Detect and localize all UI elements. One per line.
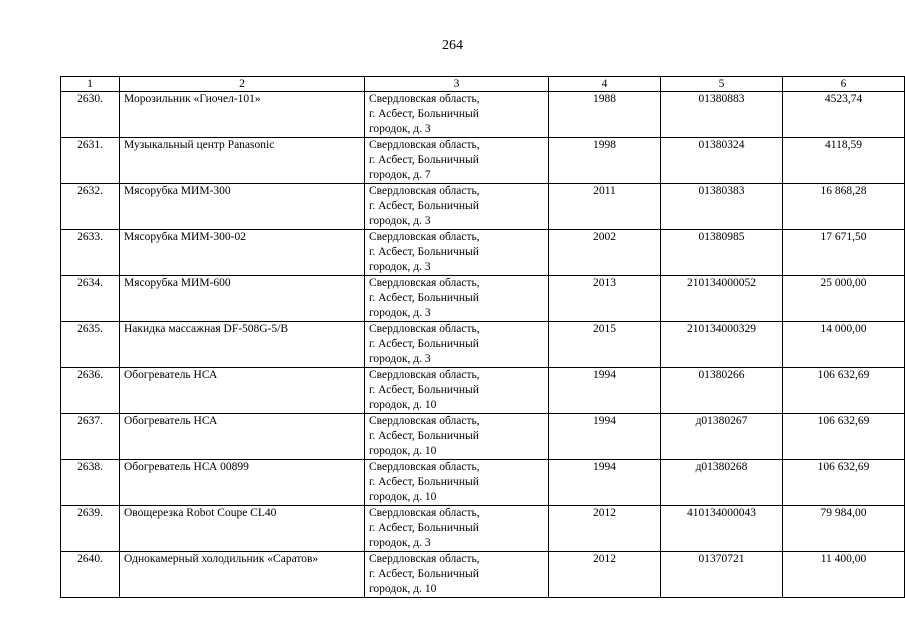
year-cell: 2012 <box>549 552 661 598</box>
address-cell <box>365 414 549 460</box>
cost-cell: 17 671,50 <box>783 230 905 276</box>
address-line: г. Асбест, Больничный <box>369 476 479 488</box>
year-cell: 1988 <box>549 92 661 138</box>
inventory-number-cell: д01380268 <box>661 460 783 506</box>
table-row <box>61 92 905 138</box>
address-cell <box>365 276 549 322</box>
table-row <box>61 506 905 552</box>
address-line: Свердловская область, <box>369 323 480 335</box>
table-row <box>61 184 905 230</box>
inventory-number-cell: 210134000052 <box>661 276 783 322</box>
row-number-cell: 2637. <box>61 414 120 460</box>
cost-cell: 79 984,00 <box>783 506 905 552</box>
address-line: городок, д. 3 <box>369 261 431 273</box>
item-name-cell: Музыкальный центр Panasonic <box>120 138 365 184</box>
year-cell: 1994 <box>549 414 661 460</box>
address-line: Свердловская область, <box>369 415 480 427</box>
table-header-row <box>61 77 905 92</box>
table-row <box>61 460 905 506</box>
item-name-cell: Обогреватель НСА <box>120 414 365 460</box>
column-header-2: 2 <box>120 77 365 92</box>
year-cell: 2012 <box>549 506 661 552</box>
address-cell <box>365 460 549 506</box>
column-header-1: 1 <box>61 77 120 92</box>
address-line: Свердловская область, <box>369 185 480 197</box>
address-line: городок, д. 3 <box>369 123 431 135</box>
row-number-cell: 2640. <box>61 552 120 598</box>
address-line: Свердловская область, <box>369 277 480 289</box>
cost-cell: 25 000,00 <box>783 276 905 322</box>
item-name-cell: Мясорубка МИМ-300-02 <box>120 230 365 276</box>
cost-cell: 106 632,69 <box>783 368 905 414</box>
table-row <box>61 276 905 322</box>
address-line: г. Асбест, Больничный <box>369 384 479 396</box>
address-line: городок, д. 10 <box>369 399 437 411</box>
table-row <box>61 230 905 276</box>
address-line: Свердловская область, <box>369 507 480 519</box>
table-row <box>61 414 905 460</box>
column-header-4: 4 <box>549 77 661 92</box>
row-number-cell: 2638. <box>61 460 120 506</box>
year-cell: 1998 <box>549 138 661 184</box>
address-line: г. Асбест, Больничный <box>369 568 479 580</box>
address-cell <box>365 506 549 552</box>
row-number-cell: 2635. <box>61 322 120 368</box>
address-line: городок, д. 7 <box>369 169 431 181</box>
cost-cell: 11 400,00 <box>783 552 905 598</box>
year-cell: 2002 <box>549 230 661 276</box>
table-row <box>61 552 905 598</box>
year-cell: 1994 <box>549 460 661 506</box>
cost-cell: 106 632,69 <box>783 414 905 460</box>
item-name-cell: Однокамерный холодильник «Саратов» <box>120 552 365 598</box>
year-cell: 1994 <box>549 368 661 414</box>
table-row <box>61 322 905 368</box>
address-line: городок, д. 10 <box>369 491 437 503</box>
address-cell <box>365 368 549 414</box>
address-line: Свердловская область, <box>369 369 480 381</box>
inventory-number-cell: 210134000329 <box>661 322 783 368</box>
cost-cell: 106 632,69 <box>783 460 905 506</box>
address-line: городок, д. 3 <box>369 353 431 365</box>
cost-cell: 16 868,28 <box>783 184 905 230</box>
address-line: Свердловская область, <box>369 553 480 565</box>
address-cell <box>365 184 549 230</box>
address-line: г. Асбест, Больничный <box>369 338 479 350</box>
address-line: городок, д. 10 <box>369 445 437 457</box>
column-header-6: 6 <box>783 77 905 92</box>
year-cell: 2013 <box>549 276 661 322</box>
address-cell <box>365 322 549 368</box>
inventory-number-cell: 01380266 <box>661 368 783 414</box>
address-cell <box>365 230 549 276</box>
row-number-cell: 2639. <box>61 506 120 552</box>
item-name-cell: Мясорубка МИМ-300 <box>120 184 365 230</box>
column-header-3: 3 <box>365 77 549 92</box>
address-line: г. Асбест, Больничный <box>369 200 479 212</box>
address-line: Свердловская область, <box>369 139 480 151</box>
item-name-cell: Обогреватель НСА 00899 <box>120 460 365 506</box>
address-line: г. Асбест, Больничный <box>369 108 479 120</box>
address-line: Свердловская область, <box>369 93 480 105</box>
inventory-number-cell: 01370721 <box>661 552 783 598</box>
inventory-number-cell: 01380383 <box>661 184 783 230</box>
address-line: городок, д. 10 <box>369 583 437 595</box>
year-cell: 2015 <box>549 322 661 368</box>
address-line: г. Асбест, Больничный <box>369 430 479 442</box>
address-cell <box>365 138 549 184</box>
address-line: г. Асбест, Больничный <box>369 154 479 166</box>
column-header-5: 5 <box>661 77 783 92</box>
item-name-cell: Накидка массажная DF-508G-5/B <box>120 322 365 368</box>
address-line: г. Асбест, Больничный <box>369 292 479 304</box>
table-body <box>61 92 905 598</box>
address-line: городок, д. 3 <box>369 215 431 227</box>
row-number-cell: 2632. <box>61 184 120 230</box>
cost-cell: 14 000,00 <box>783 322 905 368</box>
address-line: г. Асбест, Больничный <box>369 246 479 258</box>
address-cell <box>365 92 549 138</box>
inventory-number-cell: 410134000043 <box>661 506 783 552</box>
address-line: Свердловская область, <box>369 231 480 243</box>
address-line: г. Асбест, Больничный <box>369 522 479 534</box>
row-number-cell: 2634. <box>61 276 120 322</box>
address-line: городок, д. 3 <box>369 537 431 549</box>
cost-cell: 4523,74 <box>783 92 905 138</box>
row-number-cell: 2636. <box>61 368 120 414</box>
item-name-cell: Овощерезка Robot Coupe CL40 <box>120 506 365 552</box>
year-cell: 2011 <box>549 184 661 230</box>
item-name-cell: Обогреватель НСА <box>120 368 365 414</box>
inventory-number-cell: д01380267 <box>661 414 783 460</box>
page-number: 264 <box>442 38 463 53</box>
inventory-number-cell: 01380324 <box>661 138 783 184</box>
inventory-number-cell: 01380883 <box>661 92 783 138</box>
table-row <box>61 138 905 184</box>
item-name-cell: Мясорубка МИМ-600 <box>120 276 365 322</box>
table-row <box>61 368 905 414</box>
item-name-cell: Морозильник «Гиочел-101» <box>120 92 365 138</box>
property-table <box>60 76 905 598</box>
row-number-cell: 2633. <box>61 230 120 276</box>
inventory-number-cell: 01380985 <box>661 230 783 276</box>
cost-cell: 4118,59 <box>783 138 905 184</box>
address-line: городок, д. 3 <box>369 307 431 319</box>
address-cell <box>365 552 549 598</box>
row-number-cell: 2630. <box>61 92 120 138</box>
address-line: Свердловская область, <box>369 461 480 473</box>
row-number-cell: 2631. <box>61 138 120 184</box>
